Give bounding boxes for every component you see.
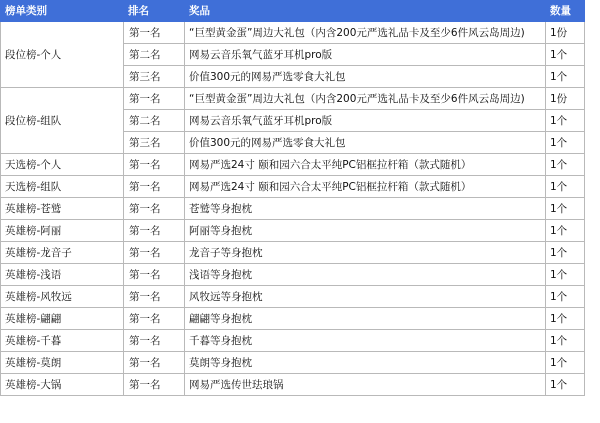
prize-cell: 网易云音乐氧气蓝牙耳机pro版 (185, 44, 546, 66)
qty-cell: 1个 (546, 154, 585, 176)
category-cell: 段位榜-组队 (1, 88, 124, 154)
category-cell: 天选榜-个人 (1, 154, 124, 176)
rank-cell: 第一名 (124, 374, 185, 396)
qty-cell: 1份 (546, 22, 585, 44)
qty-cell: 1个 (546, 330, 585, 352)
qty-cell: 1个 (546, 198, 585, 220)
prize-cell: 网易严选24寸 颐和园六合太平纯PC铝框拉杆箱（款式随机） (185, 176, 546, 198)
header-row (1, 1, 585, 22)
rank-cell: 第三名 (124, 132, 185, 154)
qty-cell: 1个 (546, 242, 585, 264)
qty-cell: 1个 (546, 264, 585, 286)
rank-cell: 第一名 (124, 198, 185, 220)
prize-cell: 翩翩等身抱枕 (185, 308, 546, 330)
category-cell: 段位榜-个人 (1, 22, 124, 88)
rank-cell: 第一名 (124, 154, 185, 176)
prize-cell: 风牧远等身抱枕 (185, 286, 546, 308)
rank-cell: 第一名 (124, 22, 185, 44)
category-cell: 英雄榜-千暮 (1, 330, 124, 352)
header-category: 榜单类别 (1, 1, 124, 22)
category-cell: 英雄榜-龙音子 (1, 242, 124, 264)
prize-cell: “巨型黄金蛋”周边大礼包（内含200元严选礼品卡及至少6件风云岛周边) (185, 22, 546, 44)
qty-cell: 1个 (546, 286, 585, 308)
prize-cell: 价值300元的网易严选零食大礼包 (185, 132, 546, 154)
rank-cell: 第二名 (124, 44, 185, 66)
category-cell: 英雄榜-翩翩 (1, 308, 124, 330)
prize-cell: 价值300元的网易严选零食大礼包 (185, 66, 546, 88)
prize-cell: “巨型黄金蛋”周边大礼包（内含200元严选礼品卡及至少6件风云岛周边) (185, 88, 546, 110)
rank-cell: 第一名 (124, 242, 185, 264)
qty-cell: 1个 (546, 374, 585, 396)
rank-cell: 第一名 (124, 176, 185, 198)
rank-cell: 第一名 (124, 352, 185, 374)
table-body (1, 22, 585, 396)
category-cell: 英雄榜-浅语 (1, 264, 124, 286)
qty-cell: 1个 (546, 66, 585, 88)
table-row (1, 176, 585, 198)
qty-cell: 1个 (546, 110, 585, 132)
category-cell: 英雄榜-大锅 (1, 374, 124, 396)
rank-cell: 第一名 (124, 286, 185, 308)
prize-cell: 莫朗等身抱枕 (185, 352, 546, 374)
category-cell: 英雄榜-苍鹫 (1, 198, 124, 220)
qty-cell: 1份 (546, 88, 585, 110)
prize-cell: 网易云音乐氧气蓝牙耳机pro版 (185, 110, 546, 132)
category-cell: 英雄榜-莫朗 (1, 352, 124, 374)
qty-cell: 1个 (546, 352, 585, 374)
category-cell: 天选榜-组队 (1, 176, 124, 198)
rank-cell: 第二名 (124, 110, 185, 132)
rank-cell: 第一名 (124, 220, 185, 242)
prize-cell: 网易严选传世珐琅锅 (185, 374, 546, 396)
rank-cell: 第一名 (124, 264, 185, 286)
qty-cell: 1个 (546, 220, 585, 242)
rank-cell: 第三名 (124, 66, 185, 88)
category-cell: 英雄榜-风牧远 (1, 286, 124, 308)
header-qty: 数量 (546, 1, 585, 22)
rank-cell: 第一名 (124, 88, 185, 110)
table-row (1, 220, 585, 242)
table-row (1, 286, 585, 308)
table-row (1, 88, 585, 110)
rank-cell: 第一名 (124, 330, 185, 352)
table-row (1, 352, 585, 374)
qty-cell: 1个 (546, 132, 585, 154)
qty-cell: 1个 (546, 308, 585, 330)
rank-cell: 第一名 (124, 308, 185, 330)
prize-cell: 网易严选24寸 颐和园六合太平纯PC铝框拉杆箱（款式随机） (185, 154, 546, 176)
prize-cell: 千暮等身抱枕 (185, 330, 546, 352)
prize-cell: 浅语等身抱枕 (185, 264, 546, 286)
table-row (1, 22, 585, 44)
qty-cell: 1个 (546, 44, 585, 66)
prize-cell: 阿丽等身抱枕 (185, 220, 546, 242)
table-row (1, 198, 585, 220)
table-row (1, 154, 585, 176)
qty-cell: 1个 (546, 176, 585, 198)
prize-cell: 苍鹫等身抱枕 (185, 198, 546, 220)
table-row (1, 242, 585, 264)
prize-cell: 龙音子等身抱枕 (185, 242, 546, 264)
table-row (1, 264, 585, 286)
header-rank: 排名 (124, 1, 185, 22)
table-row (1, 374, 585, 396)
table-row (1, 330, 585, 352)
table-row (1, 308, 585, 330)
header-prize: 奖品 (185, 1, 546, 22)
category-cell: 英雄榜-阿丽 (1, 220, 124, 242)
